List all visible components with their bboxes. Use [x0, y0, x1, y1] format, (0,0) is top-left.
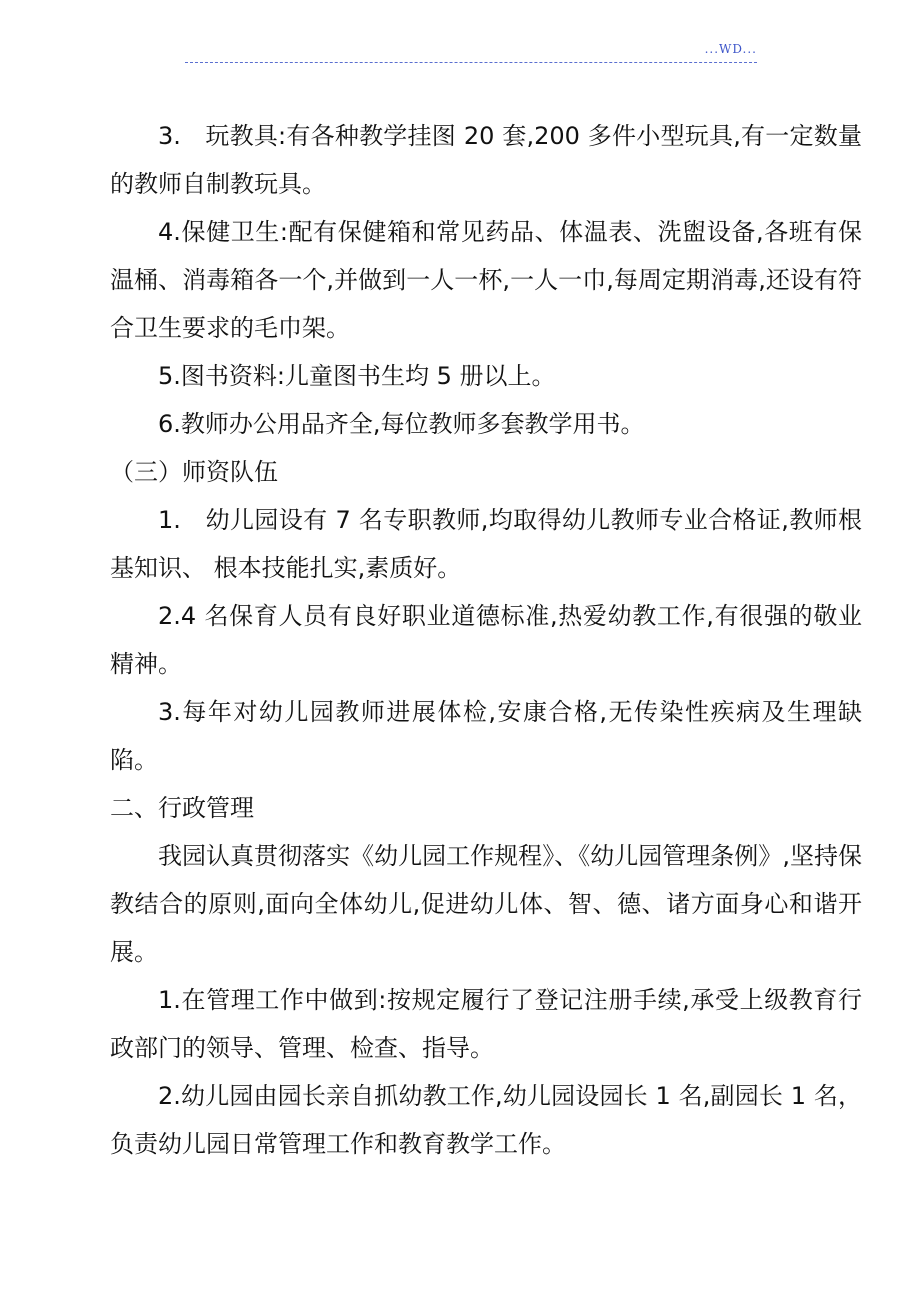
paragraph-management: 1.在管理工作中做到:按规定履行了登记注册手续,承受上级教育行政部门的领导、管理、检查、指导。: [110, 986, 862, 1062]
paragraph-principal: 2.幼儿园由园长亲自抓幼教工作,幼儿园设园长 1 名,副园长 1 名，负责幼儿园日常管理工作和教育教学工作。: [110, 1082, 862, 1158]
paragraph-checkups: 3.每年对幼儿园教师进展体检,安康合格,无传染性疾病及生理缺陷。: [110, 698, 862, 774]
paragraph-books: 5.图书资料:儿童图书生均 5 册以上。: [158, 362, 556, 390]
paragraph-office-supplies: 6.教师办公用品齐全,每位教师多套教学用书。: [158, 410, 645, 438]
section-heading-administration: 二、行政管理: [110, 794, 254, 822]
paragraph-teachers: 1. 幼儿园设有 7 名专职教师,均取得幼儿教师专业合格证,教师根基知识、 根本技能扎实,素质好。: [110, 506, 862, 582]
paragraph-toys: 3. 玩教具:有各种教学挂图 20 套,200 多件小型玩具,有一定数量的教师自制教玩具。: [110, 122, 862, 198]
paragraph-caregivers: 2.4 名保育人员有良好职业道德标准,热爱幼教工作,有很强的敬业精神。: [110, 602, 862, 678]
header-watermark: ...WD...: [704, 42, 757, 56]
document-body: [110, 112, 862, 1168]
page-header: [185, 40, 757, 63]
section-heading-staff: （三）师资队伍: [110, 458, 278, 486]
paragraph-health: 4.保健卫生:配有保健箱和常见药品、体温表、洗盥设备,各班有保温桶、消毒箱各一个,并做到一人一杯,一人一巾,每周定期消毒,还设有符合卫生要求的毛巾架。: [110, 218, 862, 342]
paragraph-regulations: 我园认真贯彻落实《幼儿园工作规程》、《幼儿园管理条例》,坚持保教结合的原则,面向全体幼儿,促进幼儿体、智、德、诸方面身心和谐开展。: [110, 842, 862, 966]
